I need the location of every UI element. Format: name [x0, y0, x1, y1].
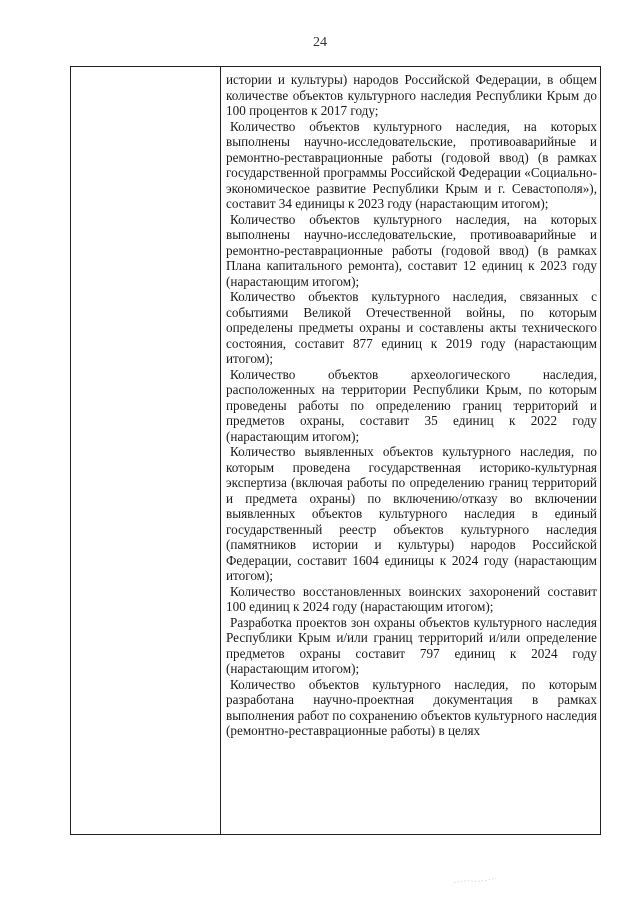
table-right-cell: [221, 67, 600, 834]
paragraph-restoration-state-program: Количество объектов культурного наследия, на которых выполнены научно-исследовательские, противоаварийные и ремонтно-реставрационные работы (годовой ввод) (в рамках государственной программы Российской Федерации «Социально-экономическое развитие Республики Крым и г. Севастополя»), составит 34 единицы к 2023 году (нарастающим итогом);: [226, 118, 597, 211]
paragraph-cultural-heritage-share: истории и культуры) народов Российской Федерации, в общем количестве объектов культурного наследия Республики Крым до 100 процентов к 2017 году;: [226, 72, 597, 118]
paragraph-restoration-capital-repair: Количество объектов культурного наследия, на которых выполнены научно-исследовательские, противоаварийные и ремонтно-реставрационные работы (годовой ввод) (в рамках Плана капитального ремонта), составит 12 единиц к 2023 году (нарастающим итогом);: [226, 211, 597, 289]
paragraph-historical-cultural-expertise: Количество выявленных объектов культурного наследия, по которым проведена государственная историко-культурная экспертиза (включая работы по определению границ территорий и предмета охраны) по включению/отказу во включении выявленных объектов культурного наследия в единый государственный реестр объектов культурного наследия (памятников истории и культуры) народов Российской Федерации, составит 1604 единицы к 2024 году (нарастающим итогом);: [226, 444, 597, 583]
paragraph-great-patriotic-war-objects: Количество объектов культурного наследия, связанных с событиями Великой Отечественной войны, по которым определены предметы охраны и составлены акты технического состояния, составит 877 единиц к 2019 году (нарастающим итогом);: [226, 289, 597, 366]
paragraph-project-documentation: Количество объектов культурного наследия, по которым разработана научно-проектная документация в рамках выполнения работ по сохранению объектов культурного наследия (ремонтно-реставрационные работы) в целях: [226, 676, 597, 738]
scan-artifact-mark: [453, 877, 497, 885]
page-number: 24: [313, 35, 327, 50]
document-table: [70, 66, 601, 835]
paragraph-military-burials: Количество восстановленных воинских захоронений составит 100 единиц к 2024 году (нарастающим итогом);: [226, 583, 597, 614]
paragraph-archaeological-heritage: Количество объектов археологического наследия, расположенных на территории Республики Крым, по которым проведены работы по определению границ территорий и предметов охраны, составит 35 единиц к 2022 году (нарастающим итогом);: [226, 366, 597, 444]
table-left-cell: [71, 67, 221, 834]
paragraph-protection-zones: Разработка проектов зон охраны объектов культурного наследия Республики Крым и/или границ территорий и/или определение предметов охраны составит 797 единиц к 2024 году (нарастающим итогом);: [226, 614, 597, 676]
